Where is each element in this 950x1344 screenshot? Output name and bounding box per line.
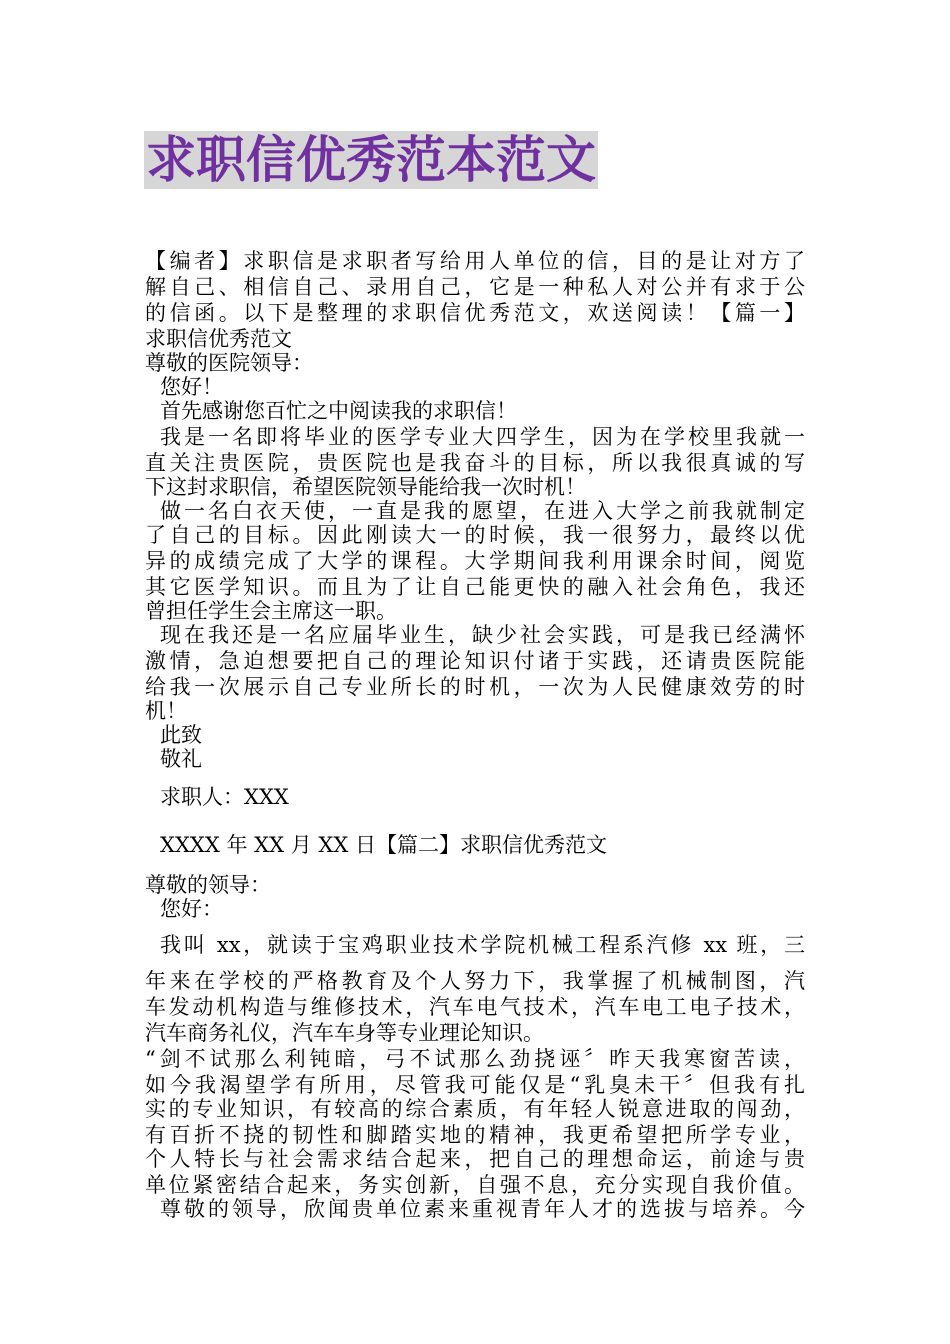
body-line: 汽车商务礼仪，汽车车身等专业理论知识。 [145, 1021, 544, 1045]
body-line: 给我一次展示自己专业所长的时机，一次为人民健康效劳的时 [145, 675, 805, 699]
signature-line: 求职人：XXX [160, 785, 289, 809]
body-line: 首先感谢您百忙之中阅读我的求职信！ [160, 399, 517, 423]
closing-line: 敬礼 [160, 747, 202, 771]
body-line: 了自己的目标。因此刚读大一的时候，我一很努力，最终以优 [145, 523, 805, 547]
body-line: 我是一名即将毕业的医学专业大四学生，因为在学校里我就一 [160, 425, 805, 449]
body-line: 激情，急迫想要把自己的理论知识付诸于实践，还请贵医院能 [145, 649, 805, 673]
body-line: 尊敬的领导，欣闻贵单位素来重视青年人才的选拔与培养。今 [160, 1197, 805, 1221]
closing-line: 此致 [160, 723, 202, 747]
body-line: 实的专业知识，有较高的综合素质，有年轻人锐意进取的闯劲， [145, 1097, 805, 1121]
date-line: XXXX 年 XX 月 XX 日【篇二】求职信优秀范文 [160, 833, 607, 857]
body-line: “剑不试那么利钝暗，弓不试那么劲挠诬〞昨天我寒窗苦读， [145, 1047, 805, 1071]
body-line: 机！ [145, 699, 187, 723]
body-line: 异的成绩完成了大学的课程。大学期间我利用课余时间，阅览 [145, 549, 805, 573]
body-line: 直关注贵医院，贵医院也是我奋斗的目标，所以我很真诚的写 [145, 451, 805, 475]
body-line: 曾担任学生会主席这一职。 [145, 599, 397, 623]
greeting: 您好！ [160, 375, 223, 399]
body-line: 下这封求职信，希望医院领导能给我一次时机！ [145, 475, 586, 499]
body-line: 我叫 xx，就读于宝鸡职业技术学院机械工程系汽修 xx 班，三 [160, 933, 805, 957]
salutation: 尊敬的医院领导： [145, 351, 313, 375]
body-line: 有百折不挠的韧性和脚踏实地的精神，我更希望把所学专业， [145, 1123, 805, 1147]
body-line: 解自己、相信自己、录用自己，它是一种私人对公并有求于公 [145, 275, 805, 299]
body-line: 单位紧密结合起来，务实创新，自强不息，充分实现自我价值。 [145, 1173, 805, 1197]
body-line: 的信函。以下是整理的求职信优秀范文，欢送阅读！【篇一】 [145, 301, 805, 325]
body-line: 其它医学知识。而且为了让自己能更快的融入社会角色，我还 [145, 575, 805, 599]
body-line: 现在我还是一名应届毕业生，缺少社会实践，可是我已经满怀 [160, 623, 805, 647]
body-line: 做一名白衣天使，一直是我的愿望，在进入大学之前我就制定 [160, 499, 805, 523]
body-line: 年来在学校的严格教育及个人努力下，我掌握了机械制图，汽 [145, 969, 805, 993]
body-line: 车发动机构造与维修技术，汽车电气技术，汽车电工电子技术， [145, 995, 805, 1019]
salutation: 尊敬的领导： [145, 873, 271, 897]
body-line: 求职信优秀范文 [145, 327, 292, 351]
body-line: 【编者】求职信是求职者写给用人单位的信，目的是让对方了 [145, 249, 805, 273]
page-title: 求职信优秀范本范文 [146, 131, 596, 189]
body-line: 个人特长与社会需求结合起来，把自己的理想命运，前途与贵 [145, 1147, 805, 1171]
title-highlight [144, 131, 598, 189]
greeting: 您好： [160, 897, 223, 921]
body-line: 如今我渴望学有所用，尽管我可能仅是“乳臭未干〞但我有扎 [145, 1073, 805, 1097]
